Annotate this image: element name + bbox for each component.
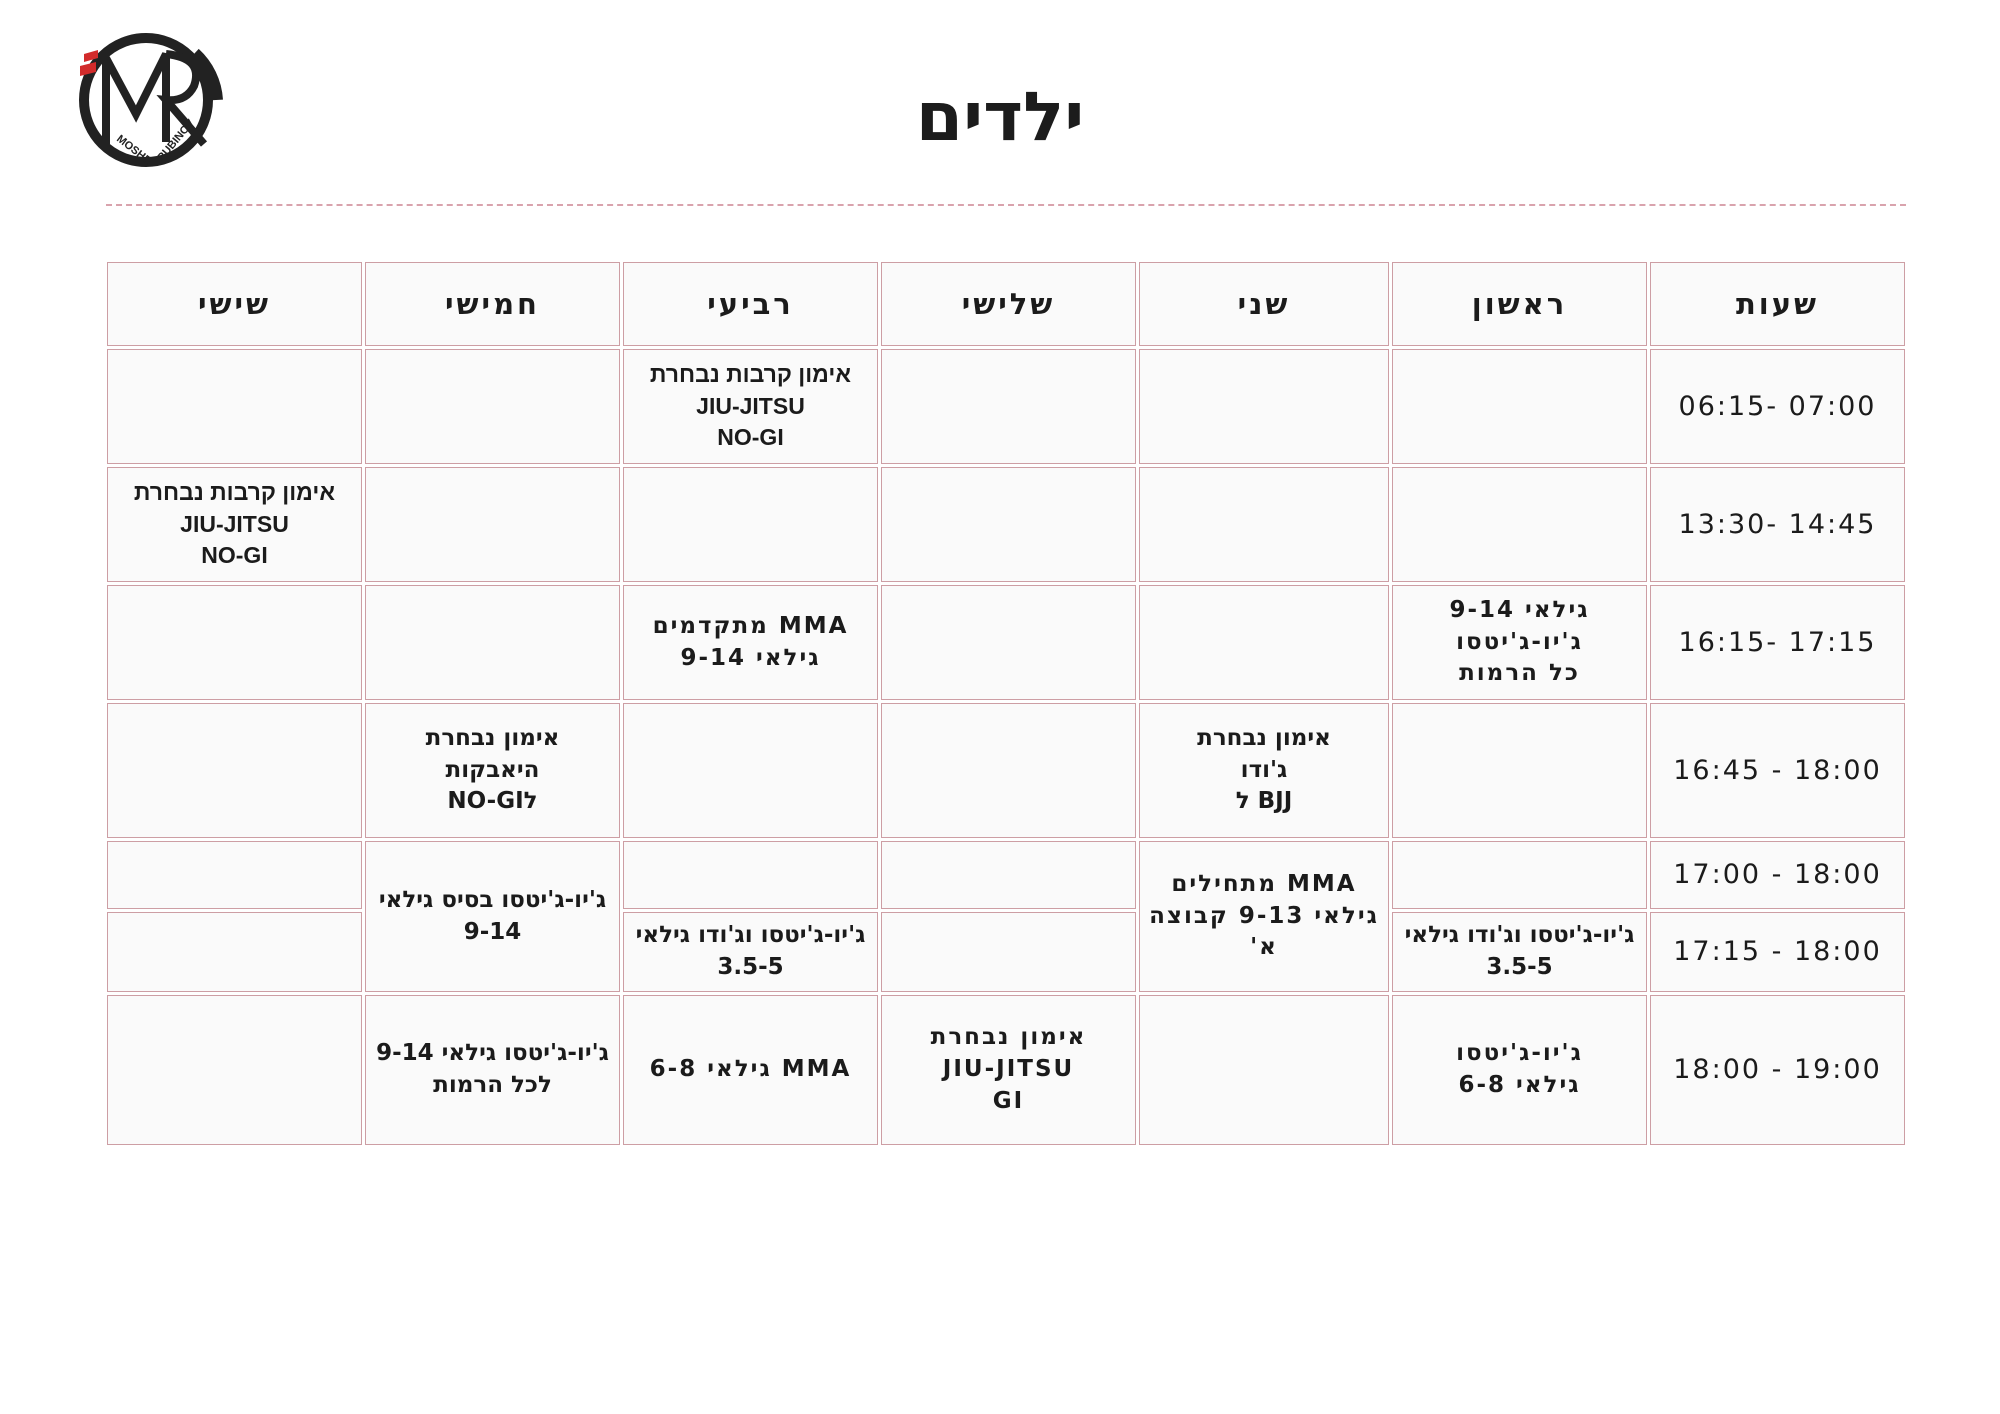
class-cell: אימון קרבות נבחרת JIU-JITSU NO-GI	[107, 467, 362, 582]
table-row	[107, 995, 1905, 1145]
class-cell: ג'יו-ג'יטסו גילאי 9-14 לכל הרמות	[365, 995, 620, 1145]
class-cell	[1392, 841, 1647, 909]
time-cell: 16:45 - 18:00	[1650, 703, 1905, 838]
class-cell	[881, 349, 1136, 464]
table-row	[107, 349, 1905, 464]
time-cell: 13:30- 14:45	[1650, 467, 1905, 582]
time-cell: 16:15- 17:15	[1650, 585, 1905, 700]
header-monday: שני	[1139, 262, 1389, 346]
class-cell: MMA מתקדמים גילאי 9-14	[623, 585, 878, 700]
class-cell	[623, 703, 878, 838]
header-thursday: חמישי	[365, 262, 620, 346]
class-cell	[623, 467, 878, 582]
table-row	[107, 703, 1905, 838]
class-cell	[1392, 349, 1647, 464]
svg-text:MOSHE: MOSHE	[114, 132, 154, 168]
class-cell	[881, 703, 1136, 838]
schedule-table	[104, 259, 1908, 1148]
page-title: ילדים	[915, 78, 1085, 157]
class-cell	[881, 841, 1136, 909]
class-cell	[365, 349, 620, 464]
class-cell	[1139, 349, 1389, 464]
class-cell: ג'יו-ג'יטסו בסיס גילאי 9-14	[365, 841, 620, 992]
header-tuesday: שלישי	[881, 262, 1136, 346]
class-cell	[881, 912, 1136, 992]
table-row	[107, 467, 1905, 582]
time-cell: 06:15- 07:00	[1650, 349, 1905, 464]
time-cell: 18:00 - 19:00	[1650, 995, 1905, 1145]
class-cell	[107, 703, 362, 838]
class-cell: אימון נבחרת JIU-JITSU GI	[881, 995, 1136, 1145]
class-cell: MMA גילאי 6-8	[623, 995, 878, 1145]
class-cell: אימון קרבות נבחרת JIU-JITSU NO-GI	[623, 349, 878, 464]
class-cell: ג'יו-ג'יטסו וג'ודו גילאי 3.5-5	[1392, 912, 1647, 992]
header-hours: שעות	[1650, 262, 1905, 346]
class-cell: אימון נבחרת היאבקות לNO-GI	[365, 703, 620, 838]
class-cell: אימון נבחרת ג'ודו BJJ ל	[1139, 703, 1389, 838]
class-cell: ג'יו-ג'יטסו וג'ודו גילאי 3.5-5	[623, 912, 878, 992]
header-wednesday: רביעי	[623, 262, 878, 346]
divider	[106, 204, 1906, 206]
class-cell	[1139, 585, 1389, 700]
class-cell	[881, 467, 1136, 582]
class-cell	[1139, 995, 1389, 1145]
time-cell: 17:15 - 18:00	[1650, 912, 1905, 992]
class-cell	[107, 585, 362, 700]
class-cell	[107, 349, 362, 464]
class-cell	[623, 841, 878, 909]
class-cell: ג'יו-ג'יטסו גילאי 6-8	[1392, 995, 1647, 1145]
table-row	[107, 841, 1905, 909]
header-row	[107, 262, 1905, 346]
class-cell	[1139, 467, 1389, 582]
class-cell	[881, 585, 1136, 700]
class-cell	[1392, 467, 1647, 582]
table-row	[107, 585, 1905, 700]
class-cell	[107, 995, 362, 1145]
class-cell: MMA מתחילים גילאי 9-13 קבוצה א'	[1139, 841, 1389, 992]
header-friday: שישי	[107, 262, 362, 346]
class-cell	[365, 585, 620, 700]
class-cell	[1392, 703, 1647, 838]
class-cell	[107, 841, 362, 909]
class-cell	[365, 467, 620, 582]
time-cell: 17:00 - 18:00	[1650, 841, 1905, 909]
class-cell	[107, 912, 362, 992]
svg-text:RUBINOV: RUBINOV	[155, 117, 197, 164]
class-cell: גילאי 9-14 ג'יו-ג'יטסו כל הרמות	[1392, 585, 1647, 700]
header-sunday: ראשון	[1392, 262, 1647, 346]
